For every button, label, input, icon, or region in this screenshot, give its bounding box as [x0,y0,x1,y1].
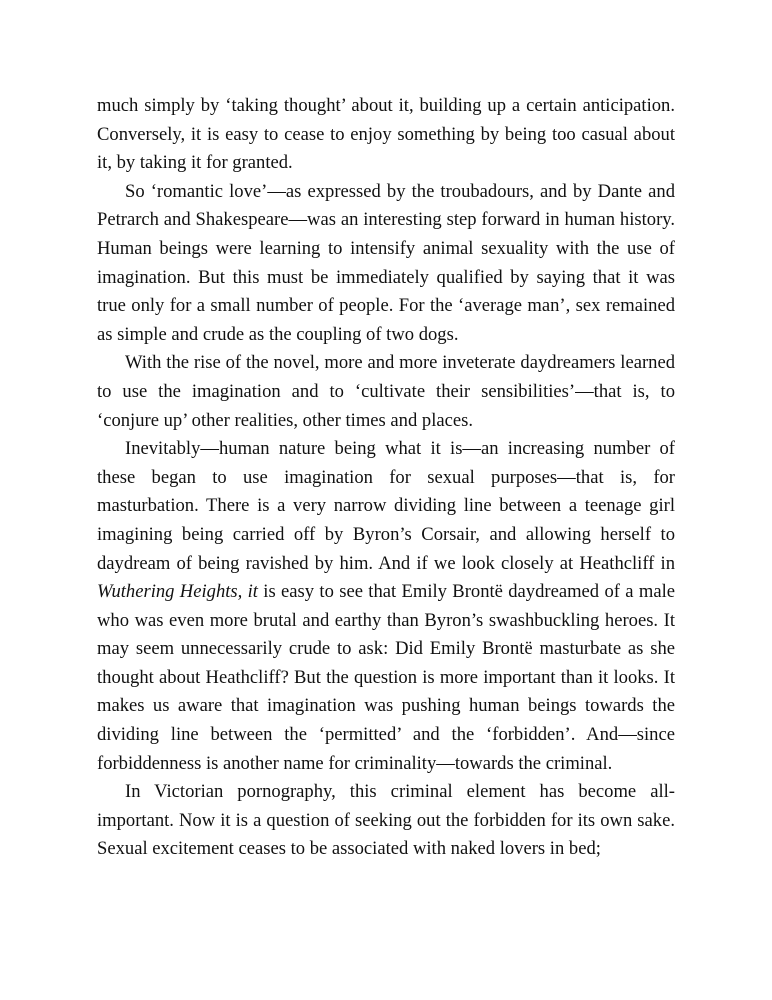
paragraph-text-start: Inevitably—human nature being what it is—an increasing number of these began to use imagination for sexual purposes—that is, for masturbation. There is a very narrow dividing line between a teenage girl imagining being carried off by Byron’s Corsair, and allowing herself to daydream of being ravished by him. And if we look closely at Heathcliff in [97,438,675,574]
paragraph-victorian-pornography: In Victorian pornography, this criminal element has become all-important. Now it is a question of seeking out the forbidden for its own sake. Sexual excitement ceases to be associated with naked lovers in bed; [97,781,675,860]
paragraph-imagination-sexual [97,435,675,778]
page-body [97,92,675,864]
paragraph-rise-of-novel: With the rise of the novel, more and more inveterate daydreamers learned to use the imagination and to ‘cultivate their sensibilities’—that is, to ‘conjure up’ other realities, other times and places. [97,352,675,431]
paragraph-romantic-love: So ‘romantic love’—as expressed by the troubadours, and by Dante and Petrarch and Shakespeare—was an interesting step forward in human history. Human beings were learning to intensify animal sexuality with the use of imagination. But this must be immediately qualified by saying that it was true only for a small number of people. For the ‘average man’, sex remained as simple and crude as the coupling of two dogs. [97,180,675,345]
book-title-italic: Wuthering Heights, it [97,581,258,603]
paragraph-text-end: is easy to see that Emily Brontë daydreamed of a male who was even more brutal and earthy than Byron’s swashbuckling heroes. It may seem unnecessarily crude to ask: Did Emily Brontë masturbate as she thought about Heathcliff? But the question is more important than it looks. It makes us aware that imagination was pushing human beings towards the dividing line between the ‘permitted’ and the ‘forbidden’. And—since forbiddenness is another name for criminality—towards the criminal. [97,581,675,774]
paragraph-continuation: much simply by ‘taking thought’ about it, building up a certain anticipation. Conversely, it is easy to cease to enjoy something by being too casual about it, by taking it for granted. [97,95,675,174]
